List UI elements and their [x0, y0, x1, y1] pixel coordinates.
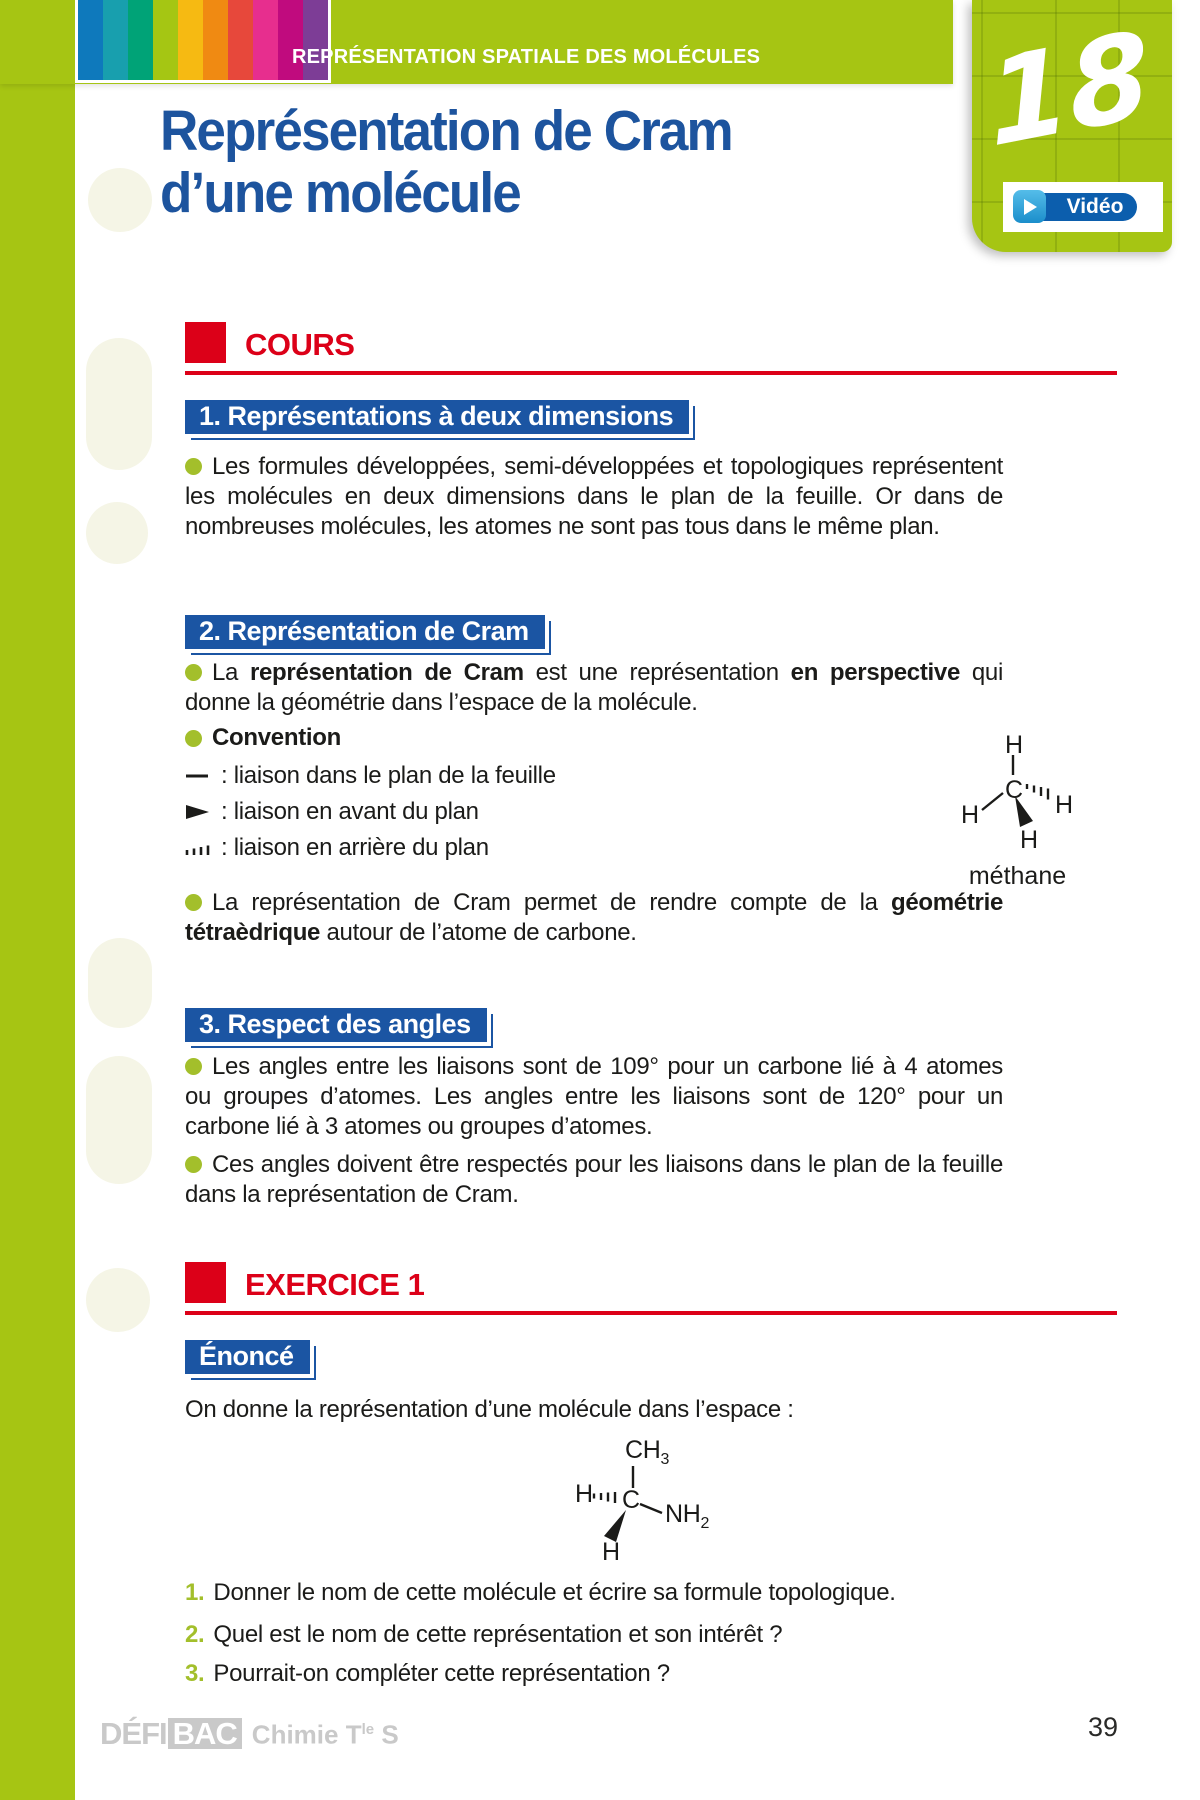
video-box: [1003, 182, 1163, 232]
legend-row-back: [185, 834, 489, 862]
page-title-line1: Représentation de Cram: [160, 99, 732, 163]
methane-caption: méthane: [968, 862, 1067, 890]
bullet-icon: [185, 894, 202, 911]
molecule-ch3: $CH_3$: [625, 1436, 670, 1468]
play-icon: [1013, 190, 1046, 223]
section-3-heading: 3. Respect des angles: [185, 1008, 487, 1042]
question-number: 3.: [185, 1660, 205, 1687]
red-square-icon: [185, 1262, 226, 1303]
methane-h-right: H: [1055, 791, 1073, 819]
legend-text: : liaison en avant du plan: [221, 798, 479, 825]
brand-bac: BAC: [168, 1718, 242, 1749]
stripe-blue: [78, 0, 103, 80]
video-label: Vidéo: [1066, 195, 1124, 218]
front-bond-icon: [185, 803, 215, 821]
cours-rule: [185, 371, 1117, 375]
defibac-logo: [100, 1716, 399, 1749]
stripe-pink: [253, 0, 278, 80]
question-2: [185, 1620, 782, 1649]
exercice-rule: [185, 1311, 1117, 1315]
molecule-nh2: $NH_2$: [665, 1500, 710, 1532]
methane-h-top: H: [1005, 731, 1023, 759]
chapter-kicker: REPRÉSENTATION SPATIALE DES MOLÉCULES: [292, 46, 761, 68]
color-stripes: [75, 0, 331, 83]
section-1-paragraph: Les formules développées, semi-développées et topologiques représentent les molécules en deux dimensions dans le plan de la feuille. Or dans de nombreuses molécules, les atomes ne sont pas tous dans le même plan.: [185, 453, 1003, 540]
question-3: [185, 1659, 670, 1688]
left-green-bar: [0, 0, 75, 1800]
section-3-paragraph-2: Ces angles doivent être respectés pour les liaisons dans le plan de la feuille dans la représentation de Cram.: [185, 1151, 1003, 1208]
brand-subject: Chimie $T^{le}$ S: [251, 1719, 399, 1750]
section-1-heading: 1. Représentations à deux dimensions: [185, 400, 689, 434]
page-number: 39: [1087, 1712, 1118, 1742]
red-square-icon: [185, 322, 226, 363]
decor-blob: [86, 1056, 152, 1184]
cours-label: COURS: [245, 327, 355, 362]
legend-text: : liaison en arrière du plan: [221, 834, 489, 861]
decor-blob: [88, 168, 152, 232]
methane-h-left: H: [961, 801, 979, 829]
convention-label: Convention: [212, 724, 341, 751]
back-bond-icon: [185, 839, 215, 857]
methane-diagram: [935, 725, 1115, 895]
convention-label-row: [185, 724, 341, 752]
molecule-h-left: H: [575, 1480, 593, 1508]
decor-blob: [88, 938, 152, 1028]
methane-c: C: [1005, 776, 1023, 804]
stripe-lime: [153, 0, 178, 80]
question-number: 2.: [185, 1621, 205, 1648]
exercise-intro: On donne la représentation d’une molécule dans l’espace :: [185, 1396, 794, 1423]
page-title-line2: d’une molécule: [160, 161, 520, 225]
decor-blob: [86, 338, 152, 470]
bullet-icon: [185, 730, 202, 747]
decor-blob: [86, 1268, 150, 1332]
bullet-icon: [185, 664, 202, 681]
enonce-heading: Énoncé: [185, 1340, 310, 1374]
chapter-card: [972, 0, 1172, 252]
stripe-orange: [203, 0, 228, 80]
video-button[interactable]: [1029, 193, 1138, 221]
question-text: Donner le nom de cette molécule et écrire sa formule topologique.: [213, 1579, 896, 1606]
section-2-heading: 2. Représentation de Cram: [185, 615, 545, 649]
bullet-icon: [185, 1058, 202, 1075]
bullet-icon: [185, 458, 202, 475]
exercice-label: EXERCICE 1: [245, 1267, 425, 1302]
question-number: 1.: [185, 1579, 205, 1606]
section-3-paragraph-1: Les angles entre les liaisons sont de 109° pour un carbone lié à 4 atomes ou groupes d’atomes. Les angles entre les liaisons sont de 120° pour un carbone lié à 3 atomes ou groupes d’atomes.: [185, 1053, 1003, 1140]
bullet-icon: [185, 1156, 202, 1173]
decor-blob: [86, 502, 148, 564]
molecule-c: C: [622, 1486, 640, 1514]
plane-bond-icon: [185, 768, 215, 784]
chapter-number: 18: [982, 4, 1156, 174]
brand-defi: DÉFI: [100, 1715, 167, 1751]
methane-h-bottom: H: [1020, 826, 1038, 854]
stripe-green: [128, 0, 153, 80]
legend-text: : liaison dans le plan de la feuille: [221, 762, 556, 789]
stripe-yellow: [178, 0, 203, 80]
question-text: Quel est le nom de cette représentation et son intérêt ?: [213, 1621, 783, 1648]
question-text: Pourrait-on compléter cette représentation ?: [213, 1660, 670, 1687]
legend-row-front: [185, 798, 479, 826]
section-2-paragraph-1: La représentation de Cram est une représentation en perspective qui donne la géométrie dans l’espace de la molécule.: [185, 659, 1003, 716]
stripe-red: [228, 0, 253, 80]
exercise-molecule-diagram: [550, 1430, 760, 1570]
page-title: [160, 100, 732, 224]
stripe-teal: [103, 0, 128, 80]
molecule-h-bottom: H: [602, 1538, 620, 1566]
question-1: [185, 1578, 896, 1607]
section-2-paragraph-2: La représentation de Cram permet de rendre compte de la géométrie tétraèdrique autour de l’atome de carbone.: [185, 889, 1003, 946]
legend-row-plane: [185, 762, 556, 790]
